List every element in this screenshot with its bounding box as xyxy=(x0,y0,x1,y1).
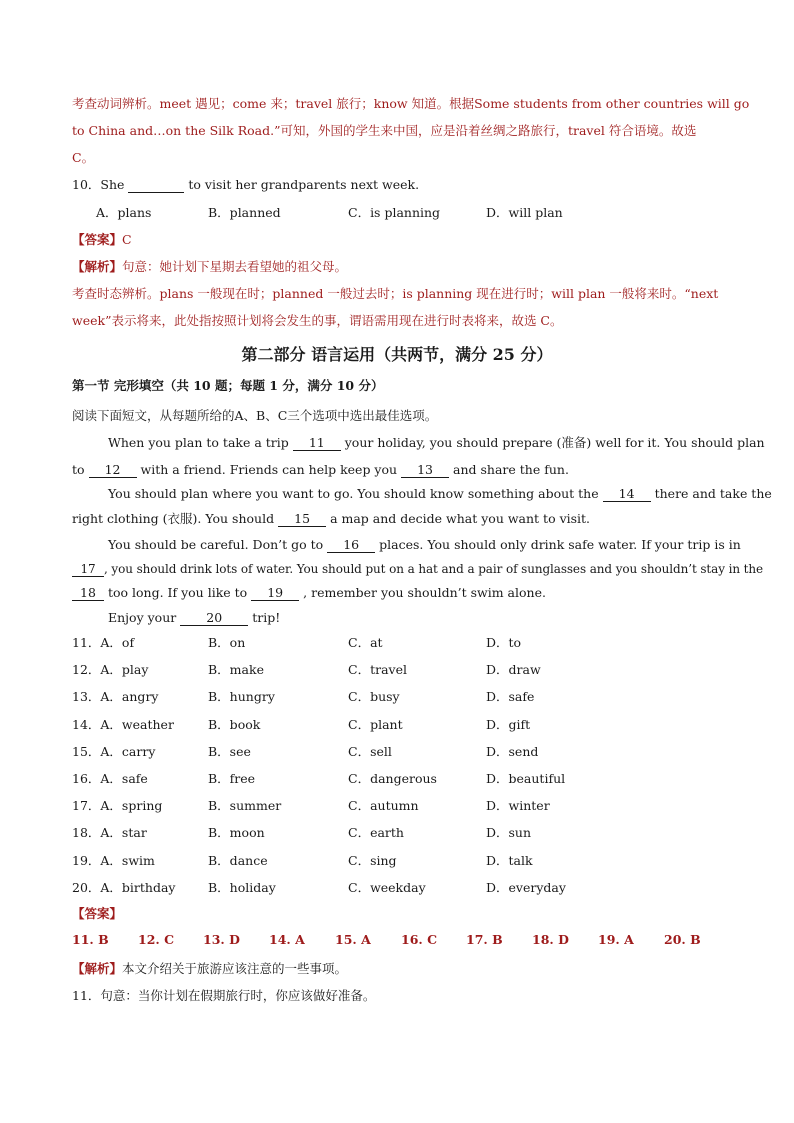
final-line: 11．句意：当你计划在假期旅行时，你应该做好准备。 xyxy=(72,988,376,1003)
prev-explanation-line-1: 考查动词辨析。meet 遇见；come 来；travel 旅行；know 知道。根据Some students from other countries will go xyxy=(72,96,750,111)
q10-analysis-label: 【解析】 xyxy=(72,259,123,274)
passage-text: , remember you shouldn’t swim alone. xyxy=(303,585,546,600)
answer-15: 15. A xyxy=(335,932,371,947)
answer-20: 20. B xyxy=(664,932,701,947)
question-15-options xyxy=(72,743,732,761)
passage-text: and share the fun. xyxy=(453,462,569,477)
passage-text: your holiday, you should prepare (准备) well for it. You should plan xyxy=(344,435,765,450)
passage-text: , you should drink lots of water. You should put on a hat and a pair of sunglasses and you shouldn’t stay in the xyxy=(104,562,764,576)
passage-line-3 xyxy=(108,485,772,503)
blank-12: 12 xyxy=(89,463,137,478)
question-11-options xyxy=(72,634,732,652)
question-17-options xyxy=(72,797,732,815)
q14-option-b: B．book xyxy=(208,716,261,732)
answer-13: 13. D xyxy=(203,932,240,947)
final-analysis-label: 【解析】 xyxy=(72,961,123,976)
answers-row xyxy=(72,932,732,950)
q14-option-c: C．plant xyxy=(348,716,403,732)
part-title: 第二部分 语言运用（共两节，满分 25 分） xyxy=(241,345,553,364)
blank-20: 20 xyxy=(180,611,248,626)
answer-12: 12. C xyxy=(138,932,175,947)
answer-18: 18. D xyxy=(532,932,569,947)
q10-stem-post: to visit her grandparents next week. xyxy=(188,177,420,192)
q15-option-d: D．send xyxy=(486,743,539,759)
passage-text: You should be careful. Don’t go to xyxy=(108,537,324,552)
q12-option-c: C．travel xyxy=(348,662,407,678)
q11-option-b: B．on xyxy=(208,635,246,650)
final-analysis xyxy=(72,960,347,978)
q20-option-c: C．weekday xyxy=(348,879,426,895)
q16-option-b: B．free xyxy=(208,771,256,786)
q10-analysis xyxy=(72,258,347,276)
q17-option-a: 17．A．spring xyxy=(72,798,163,814)
q17-option-c: C．autumn xyxy=(348,798,419,814)
q10-explanation-line-2: week”表示将来，此处指按照计划将会发生的事，谓语需用现在进行时表将来，故选 C。 xyxy=(72,313,563,328)
q10-option-d: D．will plan xyxy=(486,205,563,220)
q20-option-a: 20．A．birthday xyxy=(72,879,176,895)
q18-option-b: B．moon xyxy=(208,825,265,841)
q10-explanation-line-1: 考查时态辨析。plans 一般现在时；planned 一般过去时；is planning 现在进行时；will plan 一般将来时。“next xyxy=(72,286,719,301)
q13-option-c: C．busy xyxy=(348,689,400,705)
answer-14: 14. A xyxy=(269,932,305,947)
answers-label: 【答案】 xyxy=(72,906,123,921)
q10-option-a: A．plans xyxy=(96,205,152,220)
q12-option-b: B．make xyxy=(208,662,264,678)
q20-option-d: D．everyday xyxy=(486,879,566,895)
q17-option-b: B．summer xyxy=(208,798,282,814)
q16-option-c: C．dangerous xyxy=(348,771,437,786)
passage-line-6 xyxy=(72,560,763,578)
blank-13: 13 xyxy=(401,463,449,478)
q11-option-d: D．to xyxy=(486,635,522,650)
q10-stem-pre: 10．She xyxy=(72,177,125,192)
q19-option-c: C．sing xyxy=(348,852,397,868)
passage-text: too long. If you like to xyxy=(107,585,248,600)
q10-answer-label: 【答案】 xyxy=(72,232,123,247)
passage-text: Enjoy your xyxy=(108,610,177,625)
answer-19: 19. A xyxy=(598,932,634,947)
q14-option-a: 14．A．weather xyxy=(72,716,174,732)
question-20-options xyxy=(72,879,732,897)
passage-line-7 xyxy=(72,584,546,602)
q12-option-a: 12．A．play xyxy=(72,662,149,678)
q16-option-a: 16．A．safe xyxy=(72,771,148,786)
passage-text: there and take the xyxy=(654,486,772,501)
passage-text: a map and decide what you want to visit. xyxy=(330,511,591,526)
blank-15: 15 xyxy=(278,512,326,527)
question-19-options xyxy=(72,852,732,870)
instruction: 阅读下面短文，从每题所给的A、B、C三个选项中选出最佳选项。 xyxy=(72,408,438,423)
q19-option-a: 19．A．swim xyxy=(72,852,155,868)
blank-16: 16 xyxy=(327,538,375,553)
answer-11: 11. B xyxy=(72,932,109,947)
blank-18: 18 xyxy=(72,586,104,601)
question-18-options xyxy=(72,824,732,842)
passage-text: trip! xyxy=(252,610,281,625)
question-14-options xyxy=(72,716,732,734)
answer-16: 16. C xyxy=(401,932,438,947)
q10-blank xyxy=(128,178,184,193)
q13-option-b: B．hungry xyxy=(208,689,275,705)
question-10-stem xyxy=(72,176,419,194)
q18-option-c: C．earth xyxy=(348,825,404,841)
passage-line-4 xyxy=(72,510,590,528)
passage-line-1 xyxy=(108,434,765,452)
q15-option-c: C．sell xyxy=(348,743,392,759)
blank-17: 17 xyxy=(72,562,104,577)
q10-answer-value: C xyxy=(122,232,132,247)
q10-option-b: B．planned xyxy=(208,205,281,220)
q15-option-a: 15．A．carry xyxy=(72,743,156,759)
question-12-options xyxy=(72,661,732,679)
q18-option-d: D．sun xyxy=(486,825,532,841)
q20-option-b: B．holiday xyxy=(208,879,276,895)
passage-line-8 xyxy=(108,609,280,627)
q11-option-c: C．at xyxy=(348,635,383,650)
q13-option-d: D．safe xyxy=(486,689,535,705)
q10-analysis-text: 句意：她计划下星期去看望她的祖父母。 xyxy=(122,259,348,274)
passage-text: to xyxy=(72,462,85,477)
passage-text: with a friend. Friends can help keep you xyxy=(140,462,398,477)
prev-explanation-line-2: to China and…on the Silk Road.”可知，外国的学生来中国，应是沿着丝绸之路旅行，travel 符合语境。故选 xyxy=(72,123,697,138)
passage-text: You should plan where you want to go. You should know something about the xyxy=(108,486,599,501)
blank-14: 14 xyxy=(603,487,651,502)
passage-text: right clothing (衣服). You should xyxy=(72,511,275,526)
q16-option-d: D．beautiful xyxy=(486,771,566,786)
question-13-options xyxy=(72,688,732,706)
blank-11: 11 xyxy=(293,436,341,451)
q14-option-d: D．gift xyxy=(486,716,531,732)
q11-option-a: 11．A．of xyxy=(72,635,135,650)
section-title: 第一节 完形填空（共 10 题；每题 1 分，满分 10 分） xyxy=(72,378,384,393)
question-16-options xyxy=(72,770,732,788)
q10-answer xyxy=(72,231,132,249)
q18-option-a: 18．A．star xyxy=(72,825,147,841)
passage-text: When you plan to take a trip xyxy=(108,435,289,450)
q15-option-b: B．see xyxy=(208,743,251,759)
blank-19: 19 xyxy=(251,586,299,601)
answer-17: 17. B xyxy=(466,932,503,947)
q19-option-d: D．talk xyxy=(486,852,533,868)
q13-option-a: 13．A．angry xyxy=(72,689,159,705)
passage-line-5 xyxy=(108,536,741,554)
q10-option-c: C．is planning xyxy=(348,205,441,220)
passage-line-2 xyxy=(72,461,569,479)
question-10-options xyxy=(72,204,732,222)
q19-option-b: B．dance xyxy=(208,852,268,868)
final-analysis-text: 本文介绍关于旅游应该注意的一些事项。 xyxy=(122,961,348,976)
q17-option-d: D．winter xyxy=(486,798,550,814)
q12-option-d: D．draw xyxy=(486,662,541,678)
prev-explanation-line-3: C。 xyxy=(72,150,95,165)
passage-text: places. You should only drink safe water. If your trip is in xyxy=(379,537,741,552)
